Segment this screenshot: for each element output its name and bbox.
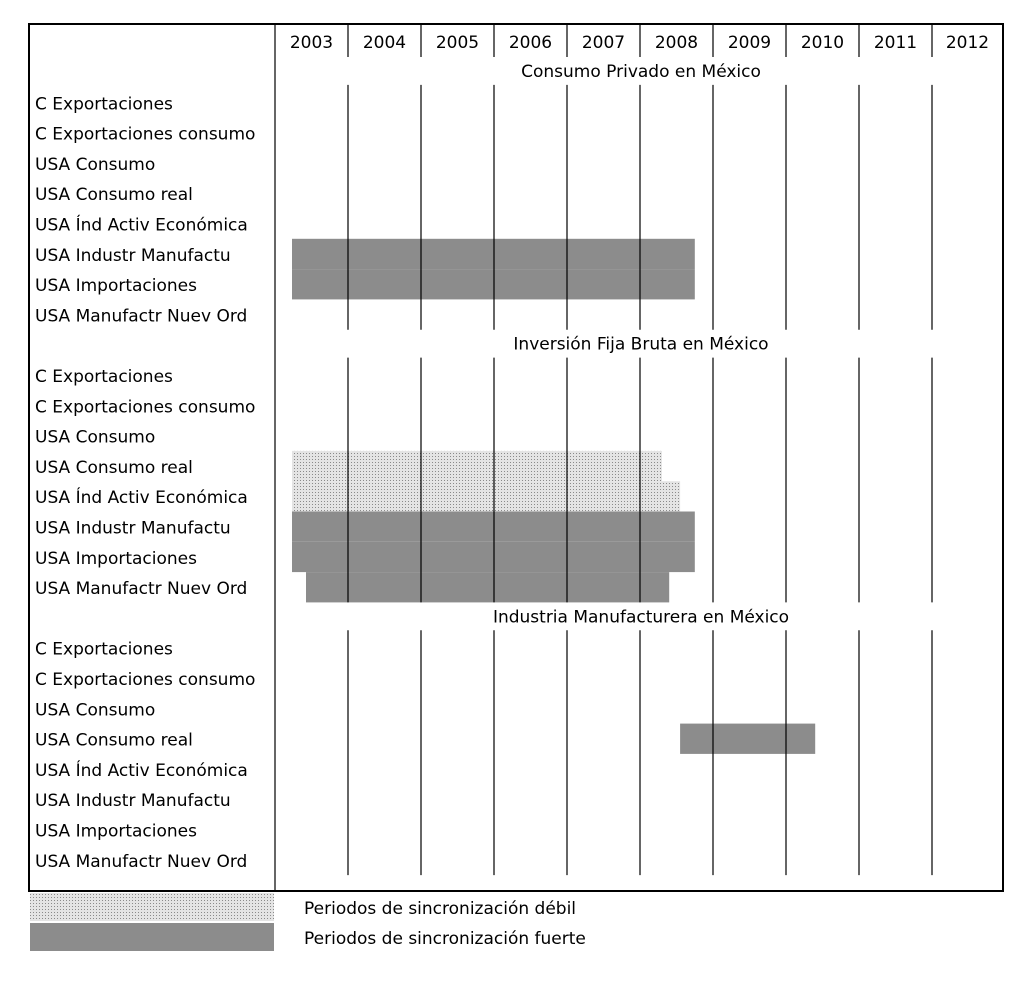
row-label: C Exportaciones consumo	[35, 670, 256, 690]
year-label: 2007	[581, 33, 626, 53]
row-label: USA Índ Activ Económica	[35, 760, 248, 781]
row-label: C Exportaciones consumo	[35, 397, 256, 418]
row-label: C Exportaciones consumo	[35, 124, 256, 145]
year-label: 2010	[800, 33, 845, 53]
row-label: USA Consumo	[35, 427, 156, 448]
row-label: USA Consumo	[35, 154, 156, 175]
row-label: USA Índ Activ Económica	[35, 215, 248, 236]
row-label: USA Consumo real	[35, 457, 193, 478]
year-label: 2012	[945, 33, 990, 53]
year-label: 2011	[873, 33, 918, 53]
section-title: Consumo Privado en México	[521, 62, 761, 82]
year-label: 2009	[727, 33, 772, 53]
row-label: USA Manufactr Nuev Ord	[35, 306, 248, 327]
sync-bar-weak	[292, 481, 680, 511]
row-label: USA Industr Manufactu	[35, 518, 231, 539]
legend-label: Periodos de sincronización fuerte	[304, 929, 586, 949]
legend-swatch-weak	[30, 893, 274, 921]
year-label: 2003	[289, 33, 334, 53]
year-label: 2006	[508, 33, 553, 53]
row-label: USA Consumo real	[35, 730, 193, 751]
row-label: USA Manufactr Nuev Ord	[35, 851, 248, 872]
row-label: USA Industr Manufactu	[35, 791, 231, 812]
legend-swatch-strong	[30, 923, 274, 951]
year-label: 2008	[654, 33, 699, 53]
row-label: C Exportaciones	[35, 639, 173, 660]
row-label: C Exportaciones	[35, 367, 173, 387]
row-label: USA Consumo real	[35, 185, 193, 206]
year-label: 2004	[362, 33, 407, 53]
row-label: USA Importaciones	[35, 548, 197, 569]
year-label: 2005	[435, 33, 480, 53]
row-label: C Exportaciones	[35, 94, 173, 115]
section-title: Industria Manufacturera en México	[492, 607, 790, 628]
row-label: USA Índ Activ Económica	[35, 488, 248, 509]
row-label: USA Industr Manufactu	[35, 245, 231, 266]
sync-bar-strong	[680, 724, 815, 754]
row-label: USA Manufactr Nuev Ord	[35, 579, 248, 600]
row-label: USA Importaciones	[35, 821, 197, 842]
section-title: Inversión Fija Bruta en México	[513, 334, 769, 355]
legend-label: Periodos de sincronización débil	[304, 899, 577, 919]
row-label: USA Importaciones	[35, 276, 197, 297]
row-label: USA Consumo	[35, 700, 156, 721]
sync-bar-strong	[306, 572, 669, 602]
